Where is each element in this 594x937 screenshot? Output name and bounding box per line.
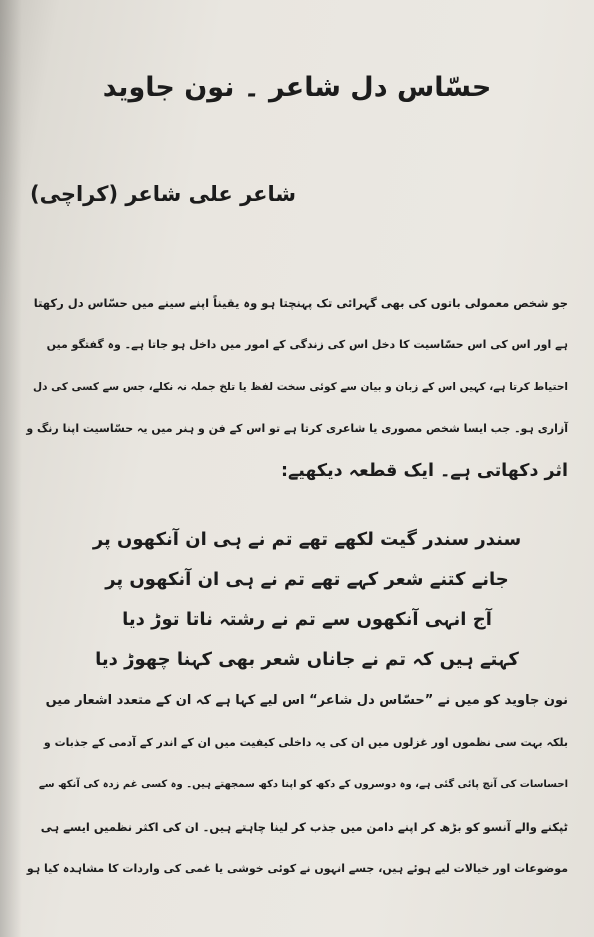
text-line: جو شخص معمولی باتوں کی بھی گہرائی تک پہنچتا ہو وہ یقیناً اپنے سینے میں حسّاس دل رکھتا <box>33 296 568 310</box>
text-line: احساسات کی آنچ پائی گئی ہے، وہ دوسروں کے دکھ کو اپنا دکھ سمجھتے ہیں۔ وہ کسی غم زدہ کی آنکھ سے <box>38 779 568 790</box>
verse-line: آج انہی آنکھوں سے تم نے رشتہ ناتا توڑ دیا <box>122 609 492 630</box>
author-subheading: شاعر علی شاعر (کراچی) <box>30 182 297 206</box>
page-title: حسّاس دل شاعر ۔ نون جاوید <box>102 72 492 104</box>
verse-line: کہتے ہیں کہ تم نے جاناں شعر بھی کہنا چھوڑ دیا <box>95 649 519 670</box>
text-line: احتیاط کرتا ہے، کہیں اس کے زبان و بیان سے کوئی سخت لفظ یا تلخ جملہ نہ نکلے، جس سے کسی کی دل <box>32 381 568 393</box>
text-line: اثر دکھاتی ہے۔ ایک قطعہ دیکھیے: <box>280 461 568 481</box>
text-line: موضوعات اور خیالات لیے ہوئے ہیں، جسے انہوں نے کوئی خوشی یا غمی کی واردات کا مشاہدہ کیا ہو <box>26 862 568 875</box>
text-line: ہے اور اس کی اس حسّاسیت کا دخل اس کی زندگی کے امور میں داخل ہو جاتا ہے۔ وہ گفتگو میں <box>46 338 568 351</box>
paragraph-analysis <box>26 680 568 890</box>
page-fold-shadow <box>0 0 22 937</box>
text-line: آزاری ہو۔ جب ایسا شخص مصوری یا شاعری کرتا ہے تو اس کے فن و ہنر میں یہ حسّاسیت اپنا رنگ و <box>26 422 568 435</box>
verse-line: سندر سندر گیت لکھے تھے تم نے ہی ان آنکھوں پر <box>92 529 522 550</box>
verse-line: جانے کتنے شعر کہے تھے تم نے ہی ان آنکھوں پر <box>105 569 509 590</box>
text-line: ٹپکنے والے آنسو کو بڑھ کر اپنے دامن میں جذب کر لینا چاہتے ہیں۔ ان کی اکثر نظمیں ایسے ہی <box>40 820 568 834</box>
qita-verses <box>80 520 534 680</box>
text-line: نون جاوید کو میں نے ”حسّاس دل شاعر“ اس لیے کہا ہے کہ ان کے متعدد اشعار میں <box>45 693 568 708</box>
paragraph-intro <box>26 282 568 492</box>
text-line: بلکہ بہت سی نظموں اور غزلوں میں ان کی یہ داخلی کیفیت میں ان کے اندر کے آدمی کے جذبات و <box>43 736 568 749</box>
